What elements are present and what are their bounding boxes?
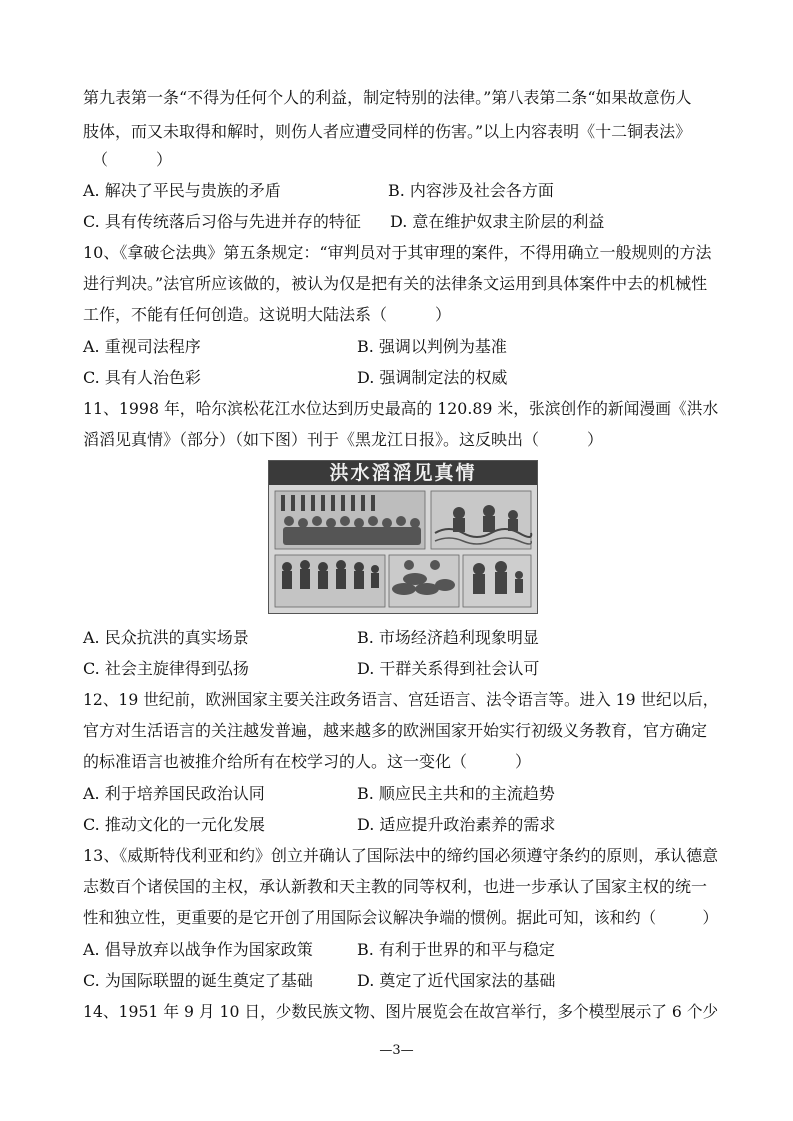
q11-option-b: B. 市场经济趋利现象明显 — [357, 628, 539, 647]
q10-line-2: 进行判决。”法官所应该做的，被认为仅是把有关的法律条文运用到具体案件中去的机械性 — [83, 274, 708, 293]
q9-line-1: 第九表第一条“不得为任何个人的利益，制定特别的法律。”第八表第二条“如果故意伤人 — [83, 88, 692, 107]
q9-option-a: A. 解决了平民与贵族的矛盾 — [83, 181, 281, 200]
q10-option-b: B. 强调以判例为基准 — [357, 337, 507, 356]
q10-option-c: C. 具有人治色彩 — [83, 368, 201, 387]
q9-option-b: B. 内容涉及社会各方面 — [388, 181, 554, 200]
q12-option-c: C. 推动文化的一元化发展 — [83, 815, 265, 834]
q13-option-d: D. 奠定了近代国家法的基础 — [357, 971, 556, 990]
q11-option-d: D. 干群关系得到社会认可 — [357, 659, 540, 678]
q12-option-a: A. 利于培养国民政治认同 — [83, 784, 265, 803]
q13-option-a: A. 倡导放弃以战争作为国家政策 — [83, 940, 313, 959]
q12-option-b: B. 顺应民主共和的主流趋势 — [357, 784, 555, 803]
q11-option-c: C. 社会主旋律得到弘扬 — [83, 659, 249, 678]
q13-line-2: 志数百个诸侯国的主权，承认新教和天主教的同等权利，也进一步承认了国家主权的统一 — [83, 877, 708, 896]
cartoon-drawing — [269, 485, 537, 613]
q11-option-a: A. 民众抗洪的真实场景 — [83, 628, 249, 647]
page-number: —3— — [379, 1043, 414, 1058]
figure-title: 洪水滔滔见真情 — [269, 461, 537, 485]
flood-cartoon-figure — [268, 460, 538, 614]
q12-line-2: 官方对生活语言的关注越发普遍，越来越多的欧洲国家开始实行初级义务教育，官方确定 — [83, 721, 708, 740]
q13-option-c: C. 为国际联盟的诞生奠定了基础 — [83, 971, 313, 990]
q10-option-d: D. 强调制定法的权威 — [357, 368, 508, 387]
q9-line-2: 肢体，而又未取得和解时，则伤人者应遭受同样的伤害。”以上内容表明《十二铜表法》 — [83, 122, 692, 141]
q11-line-2: 滔滔见真情》（部分）（如下图）刊于《黑龙江日报》。这反映出（ ） — [83, 430, 604, 449]
q9-answer-blank: （ ） — [92, 150, 173, 169]
q14-line-1: 14、1951 年 9 月 10 日，少数民族文物、图片展览会在故宫举行，多个模型展示了 6 个少 — [83, 1002, 719, 1021]
q10-line-3: 工作，不能有任何创造。这说明大陆法系（ ） — [83, 305, 452, 324]
q12-option-d: D. 适应提升政治素养的需求 — [357, 815, 556, 834]
q13-line-3: 性和独立性，更重要的是它开创了用国际会议解决争端的惯例。据此可知，该和约（ ） — [83, 908, 719, 927]
q10-line-1: 10、《拿破仑法典》第五条规定：“审判员对于其审理的案件，不得用确立一般规则的方法 — [83, 243, 712, 262]
q11-line-1: 11、1998 年，哈尔滨松花江水位达到历史最高的 120.89 米，张滨创作的新闻漫画《洪水 — [83, 399, 719, 418]
q13-line-1: 13、《威斯特伐利亚和约》创立并确认了国际法中的缔约国必须遵守条约的原则，承认德意 — [83, 846, 719, 865]
q9-option-c: C. 具有传统落后习俗与先进并存的特征 — [83, 212, 361, 231]
q10-option-a: A. 重视司法程序 — [83, 337, 201, 356]
q13-option-b: B. 有利于世界的和平与稳定 — [357, 940, 555, 959]
q12-line-1: 12、19 世纪前，欧洲国家主要关注政务语言、宫廷语言、法令语言等。进入 19 世纪以后， — [83, 690, 719, 709]
q12-line-3: 的标准语言也被推介给所有在校学习的人。这一变化（ ） — [83, 752, 532, 771]
q9-option-d: D. 意在维护奴隶主阶层的利益 — [390, 212, 605, 231]
